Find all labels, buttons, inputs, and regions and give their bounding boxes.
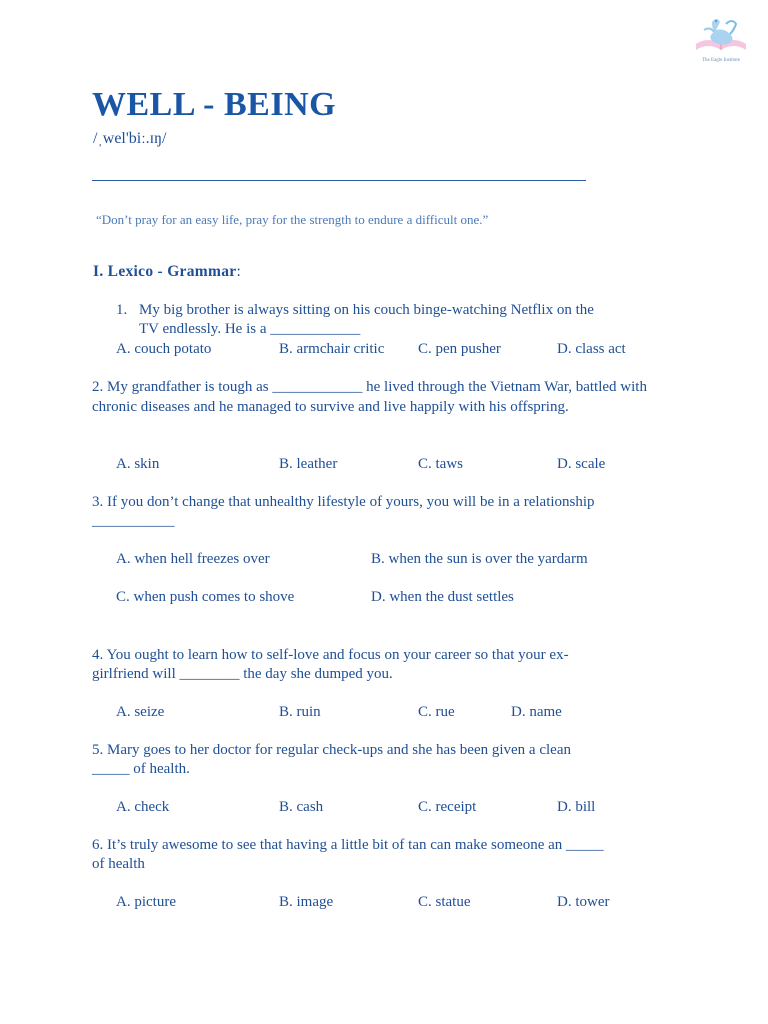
question-4-option-b: B. ruin (279, 704, 321, 720)
question-2-option-c: C. taws (418, 456, 463, 472)
phonetic-transcription: /ˌwel'biː.ɪŋ/ (93, 130, 167, 147)
question-6-option-c: C. statue (418, 894, 471, 910)
question-6-line-1: 6. It’s truly awesome to see that having a little bit of tan can make someone an _____ (92, 837, 604, 853)
question-5-line-1: 5. Mary goes to her doctor for regular check-ups and she has been given a clean (92, 742, 571, 758)
question-4-line-2: girlfriend will ________ the day she dumped you. (92, 666, 393, 682)
question-4-option-d: D. name (511, 704, 562, 720)
question-4-line-1: 4. You ought to learn how to self-love and focus on your career so that your ex- (92, 647, 569, 663)
quote: “Don’t pray for an easy life, pray for the strength to endure a difficult one.” (96, 212, 489, 227)
question-6-option-a: A. picture (116, 894, 176, 910)
question-1-option-b: B. armchair critic (279, 341, 385, 357)
swan-book-logo-icon (690, 14, 752, 60)
question-1-line-2: TV endlessly. He is a ____________ (139, 321, 361, 337)
question-5-option-b: B. cash (279, 799, 324, 815)
divider-line (92, 180, 586, 181)
question-3-option-b: B. when the sun is over the yardarm (371, 551, 588, 567)
question-4-option-c: C. rue (418, 704, 455, 720)
question-5-option-c: C. receipt (418, 799, 477, 815)
page-title: WELL - BEING (92, 86, 337, 123)
question-1-option-c: C. pen pusher (418, 341, 501, 357)
question-2-option-a: A. skin (116, 456, 160, 472)
question-1-line-1: My big brother is always sitting on his couch binge-watching Netflix on the (139, 302, 594, 318)
question-3-line-1: 3. If you don’t change that unhealthy lifestyle of yours, you will be in a relationship (92, 494, 595, 510)
question-2-option-d: D. scale (557, 456, 606, 472)
question-2-option-b: B. leather (279, 456, 338, 472)
logo-caption: The Eagle Institute (701, 58, 741, 63)
question-5-line-2: _____ of health. (92, 761, 190, 777)
question-6-option-b: B. image (279, 894, 334, 910)
question-3-option-c: C. when push comes to shove (116, 589, 295, 605)
question-4-option-a: A. seize (116, 704, 165, 720)
question-5-option-a: A. check (116, 799, 170, 815)
question-1-number: 1. (116, 302, 128, 318)
question-3-option-a: A. when hell freezes over (116, 551, 270, 567)
logo (690, 14, 752, 70)
section-heading-label: I. Lexico - Grammar (93, 263, 237, 280)
section-heading (93, 263, 241, 281)
question-5-option-d: D. bill (557, 799, 596, 815)
question-1-option-a: A. couch potato (116, 341, 212, 357)
question-6-option-d: D. tower (557, 894, 610, 910)
question-2-text: 2. My grandfather is tough as ____________ he lived through the Vietnam War, battled with chronic diseases and he managed to survive and live happily with his offspring. (92, 379, 647, 415)
question-1-option-d: D. class act (557, 341, 626, 357)
question-6-line-2: of health (92, 856, 145, 872)
question-3-line-2: ___________ (92, 513, 175, 529)
section-heading-colon: : (236, 263, 242, 280)
question-3-option-d: D. when the dust settles (371, 589, 514, 605)
